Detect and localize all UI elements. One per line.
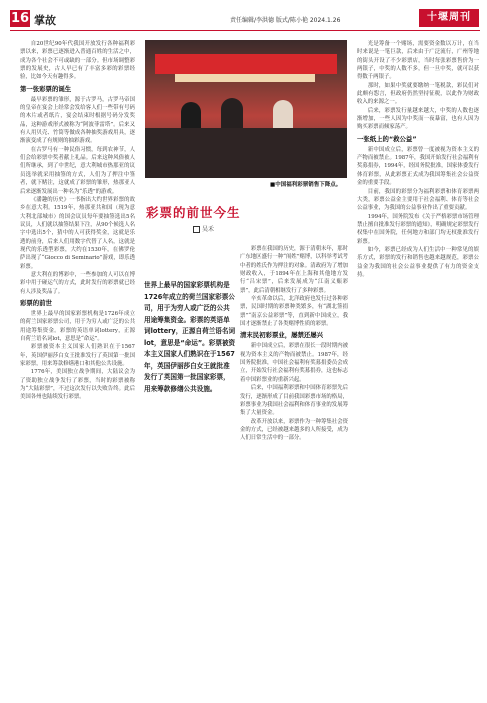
paragraph: 自20世纪90年代我国开放发行各种福利彩票以来，彩票已逐渐进入普通百姓的生活之中，成为各个社会不可或缺的一部分。但市场调整彩票的发展史，古人早已有了丰富多彩的彩票经验，比如今天有趣得多。 — [20, 41, 135, 81]
section-name: 掌故 — [34, 14, 56, 27]
paragraph: 1776年，美国独立战争期间，大陆议会为了资助独立战争发行了彩票，当时的彩票被称为“大陆彩票”，不过这次发行以失败告终。此后美国各州也陆续发行彩票。 — [20, 369, 135, 401]
paragraph: 新中国成立后，彩票曾一度被视为资本主义的产物而被禁止。1987年，我国开始发行社会福利有奖募捐券，1994年，经国务院批准，国家体委发行体育彩票，从此彩票正式成为我国筹集社会公益资金的重要手段。 — [357, 146, 479, 187]
header-rule — [10, 30, 480, 31]
paragraph: 辛亥革命以后，北洋政府也发行过各种彩票，民国时期的彩票种类繁多，有“湖北签捐票”“南京公益彩票”等，直到新中国成立，我国才逐渐禁止了各类赌博性质的彩票。 — [240, 296, 348, 328]
author-square-icon — [193, 226, 200, 233]
column-1 — [20, 40, 135, 696]
subheading: 第一张彩票的诞生 — [20, 84, 72, 93]
column-3 — [240, 245, 348, 696]
paragraph: 改革开放以来，彩票作为一种筹集社会资金的方式，已经被越来越多的人所接受，成为人们日常生活中的一部分。 — [240, 418, 348, 442]
lottery-shop-photo — [145, 40, 347, 178]
article-author — [193, 224, 214, 233]
paragraph: 彩票被资本主义国家人们熟识在于1567年，英国伊丽莎白女王批准发行了英国第一批国家彩票，用来筹款修缮港口和其他公共设施。 — [20, 344, 135, 368]
shop-counter — [145, 128, 347, 178]
masthead-logo: 十堰周刊 — [419, 9, 479, 27]
subheading: 清末民初彩票业，屡禁还屡兴 — [240, 331, 324, 340]
shop-sign — [155, 54, 337, 74]
page-header — [0, 0, 487, 30]
paragraph: 1994年，国务院发布《关于严格彩票市场管理禁止擅自批准发行彩票的通知》，明确规定彩票发行权集中在国务院，任何地方和部门均无权批准发行彩票。 — [357, 213, 479, 245]
paragraph: 在古罗马有一种民俗习惯，每到农神节，人们会给彩票中奖者献上礼品。后来这种风俗被人们所继承，到了中世纪，意大利城市热那亚的议员选举就采用抽签的方式，人们为了押注中签者，就下赌注，这就成了彩票的雏形，热那亚人后来逐渐发展出一种名为“乐透”的游戏。 — [20, 146, 135, 195]
paragraph: 目前，我国的彩票分为福利彩票和体育彩票两大类，彩票公益金主要用于社会福利、体育等社会公益事业，为我国的公益事业作出了重要贡献。 — [357, 188, 479, 212]
article-title: 彩票的前世今生 — [146, 205, 241, 220]
paragraph: 如今，彩票已经成为人们生活中一种常见的娱乐方式，彩票的发行和销售也越来越规范，彩票公益金为我国的社会公益事业提供了有力的资金支持。 — [357, 246, 479, 278]
paragraph: 光是筹备一个赌场，需要资金数以万计，在当时来说是一笔巨款，后来由于广泛流行，广州等地的街头开设了不少彩票店，当时每张彩票售价为一两银子，中奖的人数不多，但一旦中奖，就可以获得数千两银子。 — [357, 41, 479, 81]
paragraph: 新中国成立后，彩票在很长一段时期内被视为资本主义的产物而被禁止。1987年，经国务院批准，中国社会福利有奖募捐委员会成立，开始发行社会福利有奖募捐券，这也标志着中国彩票业的重新兴起。 — [240, 343, 348, 383]
paragraph: 《潘趣的历史》一书指出大约世界彩票的故乡在意大利。1519年，热那亚共和国（现为意大利北部城市）的国会议员每年要抽签选出5名议员，人们就以抽签结果下注，从90个候选人名字中选出5个，猜中的人可获得奖金，这就是乐透的前身，后来人们用数字代替了人名，这就是现代的乐透型彩票，大约在1530年，在佛罗伦萨出现了“Giocco di Seminario”游戏，即乐透彩票。 — [20, 196, 135, 270]
paragraph: 最早彩票的雏形，源于古罗马，古罗马帝国的皇帝在宴会上经常会发给客人们一些带有号码的木片或者纸片，宴会结束时根据号码分发奖品，这种游戏形式被称为“阿波菲雷塔”。后来又有人用贝壳、竹筒等做成各种抽奖游戏用具，逐渐演变成了有规则的抽彩游戏。 — [20, 96, 135, 145]
subheading: 彩票的前世 — [20, 298, 52, 307]
editor-credits: 责任编辑/李洪德 版式/陈小艳 2024.1.26 — [230, 17, 341, 24]
paragraph: 世界上最早的国家彩票机构是1726年成立的荷兰国家彩票公司，用于为穷人或广泛的公共用途筹集资金。彩票的英语单词lottery，正源自荷兰语名词lot，意思是“命运”。 — [20, 310, 135, 342]
page-number: 16 — [10, 11, 30, 26]
paragraph: 意大利在的博彩中，一些参加的人可以在博彩中用于碰运气的方式，此时发行的彩票就已经有人涉及奖品了。 — [20, 271, 135, 295]
shop-banner — [175, 74, 315, 82]
photo-caption: ■中国福利彩票销售下降点。 — [270, 182, 342, 188]
paragraph: 彩票在我国的历史，源于清朝末年，那时广东地区盛行一种“闱姓”赌博，以科举考试考中者的姓氏作为押注的对象。清政府为了增加财政收入，于1894年在上海和其他地方发行“吕宋票”，后来发展成为“江南义赈彩票”，此后清朝相继发行了多种彩票。 — [240, 246, 348, 294]
paragraph: 后来，彩票发行量越来越大，中奖的人数也逐渐增加，一些人因为中奖而一夜暴富，也有人因为购买彩票而倾家荡产。 — [357, 107, 479, 131]
column-4 — [357, 40, 479, 696]
subheading: 一张纸上的“救公益” — [357, 134, 417, 143]
paragraph: 后来，中国福利彩票和中国体育彩票先后发行，逐渐形成了目前我国彩票市场的格局，彩票事业为我国社会福利和体育事业的发展筹集了大量资金。 — [240, 385, 348, 417]
pull-quote: 世界上最早的国家彩票机构是1726年成立的荷兰国家彩票公司，用于为穷人或广泛的公共用途筹集资金。彩票的英语单词lottery，正源自荷兰语名词lot，意思是“命运”。彩票被资本主义国家人们熟识在于1567年，英国伊丽莎白女王就批准发行了英国第一批国家彩票，用来筹款修缮公共设施。 — [144, 281, 236, 393]
author-name: 吴禾 — [202, 226, 215, 233]
paragraph: 那时，如果中奖就要缴纳一笔税款，彩民们对此颇有怨言，但政府仍然坚持征税，以此作为财政收入的来源之一。 — [357, 82, 479, 106]
